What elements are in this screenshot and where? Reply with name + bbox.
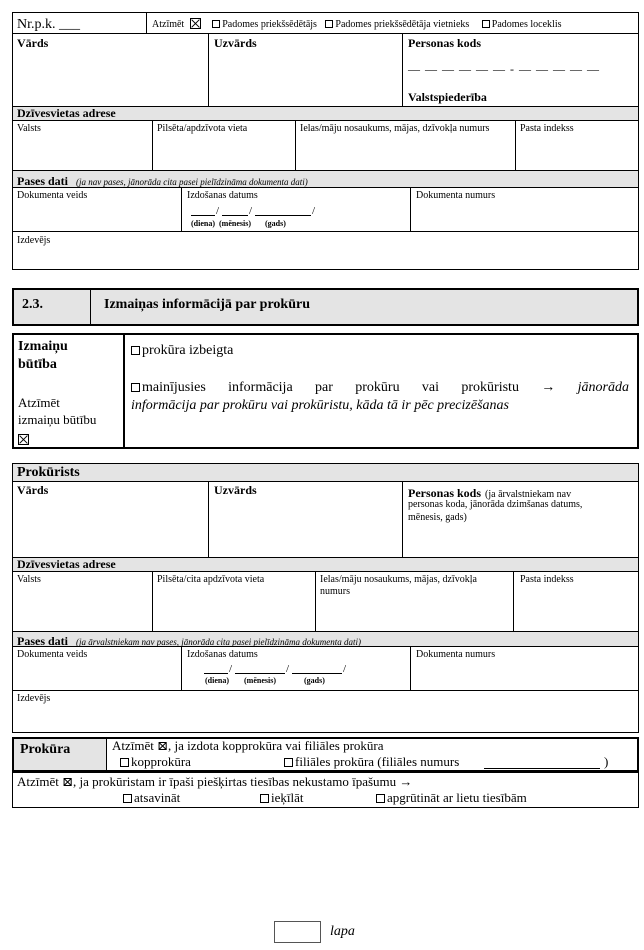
- prokurists-title: Prokūrists: [17, 465, 80, 480]
- option-kopprokura[interactable]: [120, 755, 191, 769]
- option-atsavinat[interactable]: [123, 791, 180, 805]
- option-changed-instruction-1: jānorāda: [577, 380, 629, 395]
- izd-datums-label: Izdošanas datums: [187, 190, 258, 201]
- gads-label: (gads): [265, 219, 286, 228]
- filiales-number-field[interactable]: [484, 768, 600, 769]
- checkbox-apgrutinat[interactable]: [376, 794, 385, 803]
- option-filiales[interactable]: [284, 755, 459, 769]
- kopprokura-label: kopprokūra: [131, 754, 191, 769]
- option-changed-label: mainījusies informācija par prokūru vai prokūristu →: [142, 380, 556, 395]
- prokura-line1: Atzīmēt ⊠, ja izdota kopprokūra vai filiāles prokūra: [112, 738, 384, 753]
- prok-uzvards-label: Uzvārds: [214, 483, 257, 497]
- prok-address-title: Dzīvesvietas adrese: [17, 557, 116, 571]
- vards-label: Vārds: [17, 36, 49, 50]
- pilseta-label: Pilsēta/apdzīvota vieta: [157, 123, 248, 134]
- checkbox-iekilat[interactable]: [260, 794, 269, 803]
- option-terminated[interactable]: [131, 343, 233, 358]
- valsts-label: Valsts: [17, 123, 41, 134]
- menesis-label: (mēnesis): [219, 219, 251, 228]
- prok-pilseta-label: Pilsēta/cita apdzīvota vieta: [157, 574, 265, 585]
- change-mark-2: izmaiņu būtību: [18, 412, 97, 427]
- checkbox-filiales[interactable]: [284, 758, 293, 767]
- change-label-1: Izmaiņu: [18, 339, 68, 354]
- section-number: 2.3.: [22, 297, 43, 312]
- nr-pk-label: Nr.p.k. ___: [17, 17, 80, 32]
- prok-izd-datums-label: Izdošanas datums: [187, 649, 258, 660]
- prok-pk-note-2: personas koda, jānorāda dzimšanas datums,: [408, 499, 583, 510]
- prok-dok-veids-label: Dokumenta veids: [17, 649, 88, 660]
- iekilat-label: ieķīlāt: [271, 790, 304, 805]
- iela-label: Ielas/māju nosaukums, mājas, dzīvokļa numurs: [300, 123, 490, 134]
- dok-veids-label: Dokumenta veids: [17, 190, 88, 201]
- option-terminated-label: prokūra izbeigta: [142, 343, 234, 358]
- checkbox-terminated[interactable]: [131, 346, 140, 355]
- checkbox-kopprokura[interactable]: [120, 758, 129, 767]
- apgrutinat-label: apgrūtināt ar lietu tiesībām: [387, 790, 527, 805]
- prok-passport-note: (ja ārvalstniekam nav pases, jānorāda cita pasei pielīdzināma dokumenta dati): [76, 637, 361, 647]
- change-mark-1: Atzīmēt: [18, 395, 60, 410]
- filiales-label: filiāles prokūra (filiāles numurs: [295, 754, 460, 769]
- passport-note: (ja nav pases, jānorāda cita pasei pielīdzināma dokumenta dati): [76, 177, 308, 187]
- prok-iela-label-1: Ielas/māju nosaukums, mājas, dzīvokļa: [320, 574, 477, 585]
- uzvards-label: Uzvārds: [214, 36, 257, 50]
- option-iekilat[interactable]: [260, 791, 304, 805]
- passport-title: Pases dati: [17, 174, 68, 188]
- checkbox-member[interactable]: [482, 20, 490, 28]
- checkbox-changed[interactable]: [131, 383, 140, 392]
- valstspiederiba-label: Valstspiederība: [408, 90, 487, 104]
- mark-label: Atzīmēt: [152, 19, 185, 30]
- change-label-2: būtība: [18, 357, 57, 372]
- prok-gads-label: (gads): [304, 676, 325, 685]
- checkbox-atsavinat[interactable]: [123, 794, 132, 803]
- dok-numurs-label: Dokumenta numurs: [416, 190, 496, 201]
- rights-line1: Atzīmēt ⊠, ja prokūristam ir īpaši piešķirtas tiesības nekustamo īpašumu →: [17, 774, 413, 789]
- role-selector: [152, 18, 562, 30]
- prok-vards-label: Vārds: [17, 483, 49, 497]
- izdevejs-label: Izdevējs: [17, 235, 51, 246]
- option-changed[interactable]: [131, 380, 629, 395]
- prok-pk-note-3: mēnesis, gads): [408, 512, 467, 523]
- section-title: Izmaiņas informācijā par prokūru: [104, 297, 310, 312]
- lapa-label: lapa: [330, 924, 355, 939]
- role-chairman: Padomes priekšsēdētājs: [222, 19, 317, 30]
- personas-kods-label: Personas kods: [408, 36, 482, 50]
- option-apgrutinat[interactable]: [376, 791, 527, 805]
- address-title: Dzīvesvietas adrese: [17, 106, 116, 120]
- prok-izdevejs-label: Izdevējs: [17, 693, 51, 704]
- role-member: Padomes loceklis: [491, 19, 562, 30]
- atsavinat-label: atsavināt: [134, 790, 181, 805]
- prok-pasta-label: Pasta indekss: [520, 574, 574, 585]
- diena-label: (diena): [191, 219, 215, 228]
- prok-menesis-label: (mēnesis): [244, 676, 276, 685]
- role-vice-chairman: Padomes priekšsēdētāja vietnieks: [335, 19, 470, 30]
- checked-box-icon[interactable]: [190, 18, 201, 29]
- close-paren: ): [604, 754, 609, 769]
- page-number-box[interactable]: [274, 921, 321, 943]
- prok-pk-note-1: (ja ārvalstniekam nav: [485, 489, 572, 500]
- prokura-label: Prokūra: [20, 742, 71, 757]
- checked-box-icon: [18, 434, 29, 445]
- option-changed-instruction-2: informācija par prokūru vai prokūristu, kāda tā ir pēc precizēšanas: [131, 398, 509, 413]
- prok-iela-label-2: numurs: [320, 586, 350, 597]
- checkbox-chairman[interactable]: [212, 20, 220, 28]
- prok-dok-numurs-label: Dokumenta numurs: [416, 649, 496, 660]
- prok-diena-label: (diena): [205, 676, 229, 685]
- prok-personas-kods-label: Personas kods: [408, 486, 482, 500]
- prok-valsts-label: Valsts: [17, 574, 41, 585]
- pasta-label: Pasta indekss: [520, 123, 574, 134]
- personas-kods-input[interactable]: — — — — — — - — — — — —: [408, 62, 600, 76]
- checkbox-vice-chairman[interactable]: [325, 20, 333, 28]
- prok-passport-title: Pases dati: [17, 634, 68, 648]
